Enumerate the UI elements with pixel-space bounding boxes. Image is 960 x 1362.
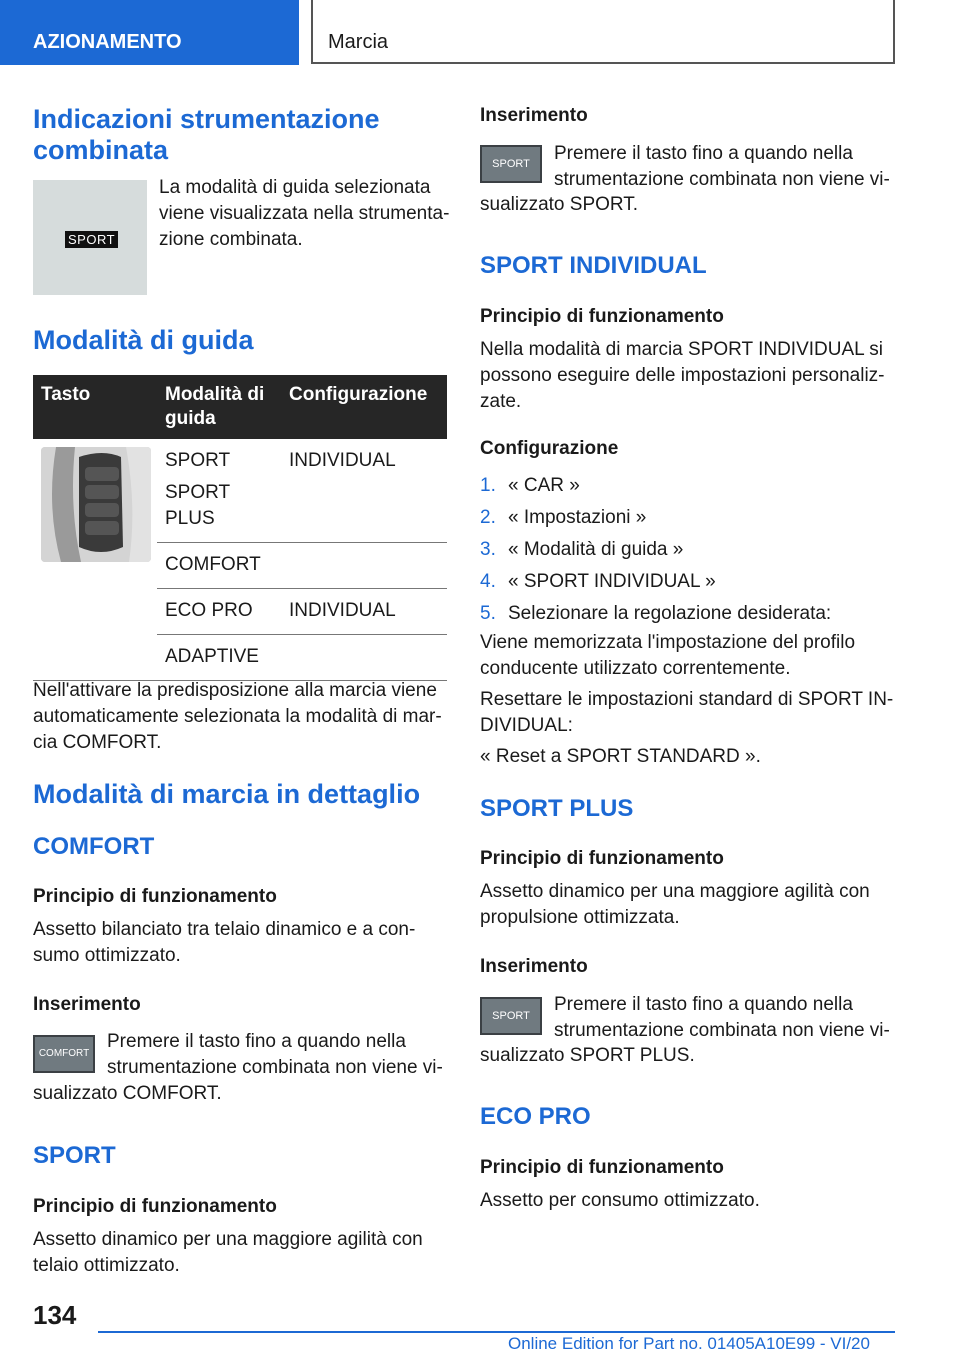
sport-text: Assetto dinamico per una maggiore agilità con telaio ottimizzato.: [33, 1229, 423, 1276]
indic-text: La modalità di guida selezionata viene visualizzata nella strumenta- zione combinata.: [159, 177, 450, 250]
plus-ins-1: Premere il tasto fino a quando nella: [554, 994, 853, 1015]
sport-ins-2: strumentazione combinata non viene vi-: [554, 169, 890, 190]
table-row: ECO PRO INDIVIDUAL: [33, 589, 447, 635]
comfort-ins-3: sualizzato COMFORT.: [33, 1083, 222, 1104]
sport-indicator-label: SPORT: [65, 231, 118, 248]
heading-indicazioni: Indicazioni strumentazione combinata: [33, 104, 380, 165]
modes-table: [33, 375, 447, 681]
heading-sport: SPORT: [33, 1142, 116, 1169]
subheading-principio: Principio di funzionamento: [480, 1157, 724, 1178]
para-predisposizione: Nell'attivare la predisposizione alla marcia viene automaticamente selezionata la modalità di mar- cia COMFORT.: [33, 680, 442, 753]
page-number: 134: [33, 1300, 77, 1330]
comfort-ins-1: Premere il tasto fino a quando nella: [107, 1031, 406, 1052]
sport-button-image: SPORT: [480, 145, 542, 183]
heading-sport-individual: SPORT INDIVIDUAL: [480, 252, 707, 279]
sport-ins-1: Premere il tasto fino a quando nella: [554, 143, 853, 164]
config-steps: [480, 470, 831, 630]
plus-text: Assetto dinamico per una maggiore agilità con propulsione ottimizzata.: [480, 881, 870, 928]
individual-text: Nella modalità di marcia SPORT INDIVIDUAL si possono eseguire delle impostazioni personaliz- zate.: [480, 339, 885, 412]
reset-menu: « Reset a SPORT STANDARD ».: [480, 746, 761, 767]
col-configurazione: Configurazione: [281, 375, 447, 439]
heading-modalita-guida: Modalità di guida: [33, 325, 254, 355]
table-row: COMFORT: [33, 543, 447, 589]
edition-text: Online Edition for Part no. 01405A10E99 - VI/20: [508, 1334, 870, 1353]
memo-text: Viene memorizzata l'impostazione del profilo conducente utilizzato correntemente.: [480, 632, 856, 679]
subheading-principio: Principio di funzionamento: [33, 1196, 277, 1217]
heading-sport-plus: SPORT PLUS: [480, 795, 634, 822]
footer-divider: [98, 1331, 895, 1333]
comfort-button-image: COMFORT: [33, 1035, 95, 1073]
list-item: 5. Selezionare la regolazione desiderata:: [480, 603, 832, 624]
section-tab: AZIONAMENTO: [0, 0, 299, 65]
heading-dettaglio: Modalità di marcia in dettaglio: [33, 779, 421, 809]
subheading-configurazione: Configurazione: [480, 438, 619, 459]
eco-text: Assetto per consumo ottimizzato.: [480, 1190, 760, 1211]
list-item: 3. « Modalità di guida »: [480, 539, 684, 560]
plus-ins-2: strumentazione combinata non viene vi-: [554, 1020, 890, 1041]
comfort-ins-2: strumentazione combinata non viene vi-: [107, 1057, 443, 1078]
subheading-principio: Principio di funzionamento: [33, 886, 277, 907]
plus-ins-3: sualizzato SPORT PLUS.: [480, 1045, 695, 1066]
subheading-inserimento: Inserimento: [480, 105, 588, 126]
list-item: 1. « CAR »: [480, 475, 580, 496]
steering-buttons-image: [41, 447, 151, 562]
reset-text: Resettare le impostazioni standard di SPORT IN- DIVIDUAL:: [480, 689, 894, 736]
subheading-inserimento: Inserimento: [33, 994, 141, 1015]
list-item: 4. « SPORT INDIVIDUAL »: [480, 571, 716, 592]
table-row: ADAPTIVE: [33, 635, 447, 681]
cluster-sport-image: [33, 180, 147, 295]
table-row: SPORT SPORT PLUS INDIVIDUAL: [33, 439, 447, 543]
chapter-title: Marcia: [311, 0, 895, 64]
subheading-inserimento: Inserimento: [480, 956, 588, 977]
sport-ins-3: sualizzato SPORT.: [480, 194, 639, 215]
col-modalita: Modalità di guida: [157, 375, 281, 439]
heading-eco-pro: ECO PRO: [480, 1103, 591, 1130]
sport-plus-button-image: SPORT: [480, 997, 542, 1035]
subheading-principio: Principio di funzionamento: [480, 848, 724, 869]
heading-comfort: COMFORT: [33, 833, 155, 860]
subheading-principio: Principio di funzionamento: [480, 306, 724, 327]
list-item: 2. « Impostazioni »: [480, 507, 647, 528]
comfort-text: Assetto bilanciato tra telaio dinamico e a con- sumo ottimizzato.: [33, 919, 416, 966]
col-tasto: Tasto: [33, 375, 157, 439]
